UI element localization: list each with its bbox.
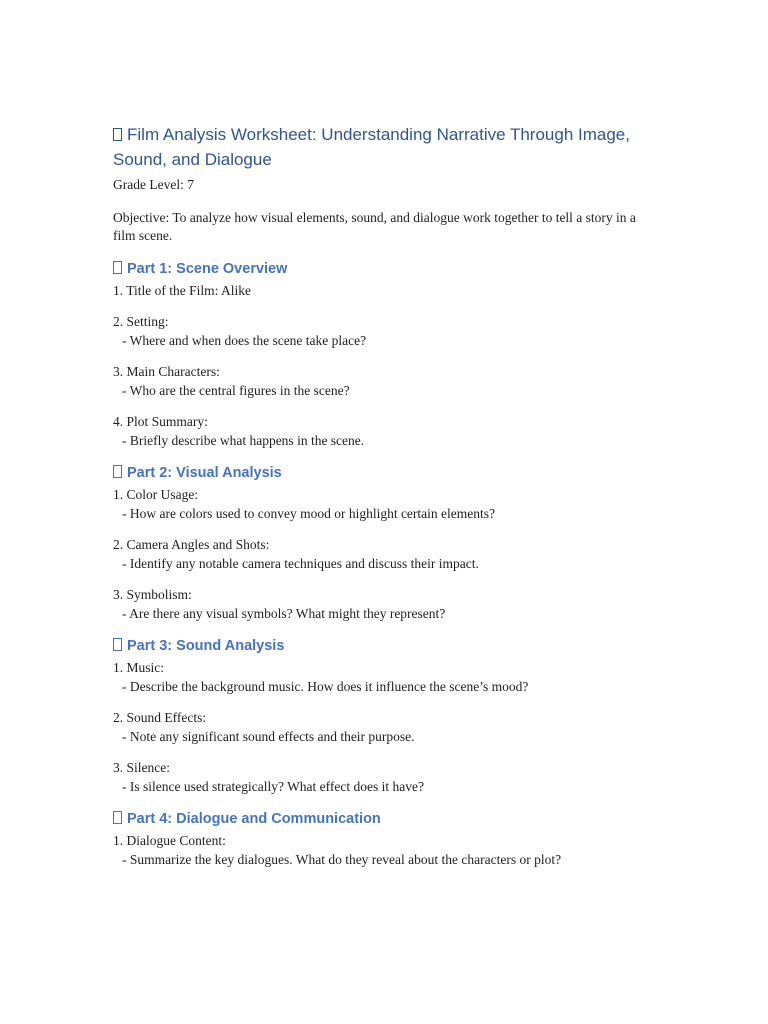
- item-label: 2. Camera Angles and Shots:: [113, 537, 270, 552]
- item-prompt: - Identify any notable camera techniques and discuss their impact.: [122, 555, 479, 571]
- item-label: 3. Main Characters:: [113, 364, 220, 379]
- item-prompt: - Summarize the key dialogues. What do they reveal about the characters or plot?: [122, 851, 562, 867]
- item-prompt: - Note any significant sound effects and their purpose.: [122, 728, 415, 744]
- missing-glyph-icon: [113, 638, 122, 651]
- missing-glyph-icon: [113, 465, 122, 478]
- item-label: 3. Silence:: [113, 760, 170, 775]
- item-label: 1. Music:: [113, 660, 165, 675]
- list-item: [113, 313, 658, 350]
- list-item: [113, 659, 658, 696]
- item-label: 4. Plot Summary:: [113, 414, 208, 429]
- item-label: 2. Setting:: [113, 314, 169, 329]
- list-item: [113, 486, 658, 523]
- list-item: [113, 363, 658, 400]
- missing-glyph-icon: [113, 128, 122, 141]
- list-item: [113, 282, 658, 301]
- list-item: [113, 586, 658, 623]
- item-prompt: - How are colors used to convey mood or highlight certain elements?: [122, 505, 496, 521]
- grade-level: Grade Level: 7: [113, 177, 194, 192]
- list-item: [113, 832, 658, 869]
- item-label: 2. Sound Effects:: [113, 710, 207, 725]
- section-part-3: [113, 636, 658, 796]
- section-heading-text: Part 2: Visual Analysis: [127, 465, 282, 481]
- list-item: [113, 759, 658, 796]
- item-prompt: - Where and when does the scene take place?: [122, 332, 367, 348]
- item-prompt: - Are there any visual symbols? What might they represent?: [122, 605, 446, 621]
- section-part-2: [113, 463, 658, 623]
- section-heading: [113, 463, 658, 483]
- missing-glyph-icon: [113, 811, 122, 824]
- list-item: [113, 536, 658, 573]
- section-heading: [113, 259, 658, 279]
- item-prompt: - Is silence used strategically? What effect does it have?: [122, 778, 424, 794]
- item-prompt: - Who are the central figures in the scene?: [122, 382, 350, 398]
- list-item: [113, 413, 658, 450]
- section-heading-text: Part 3: Sound Analysis: [127, 638, 285, 654]
- item-prompt: - Briefly describe what happens in the scene.: [122, 432, 365, 448]
- section-part-1: [113, 259, 658, 451]
- item-label: 3. Symbolism:: [113, 587, 192, 602]
- missing-glyph-icon: [113, 261, 122, 274]
- section-heading-text: Part 1: Scene Overview: [127, 260, 288, 277]
- list-item: [113, 709, 658, 746]
- item-label: 1. Color Usage:: [113, 487, 199, 502]
- document-title-text: Film Analysis Worksheet: Understanding Narrative Through Image, Sound, and Dialogue: [113, 125, 630, 169]
- section-heading-text: Part 4: Dialogue and Communication: [127, 811, 381, 827]
- item-label: 1. Title of the Film: Alike: [113, 282, 252, 298]
- item-prompt: - Describe the background music. How does it influence the scene’s mood?: [122, 678, 529, 694]
- worksheet-content: [113, 122, 658, 882]
- section-heading: [113, 809, 658, 829]
- section-heading: [113, 636, 658, 656]
- item-label: 1. Dialogue Content:: [113, 833, 226, 848]
- document-title: [113, 122, 658, 172]
- objective: Objective: To analyze how visual elements, sound, and dialogue work together to tell a story in a film scene.: [113, 209, 636, 243]
- section-part-4: [113, 809, 658, 869]
